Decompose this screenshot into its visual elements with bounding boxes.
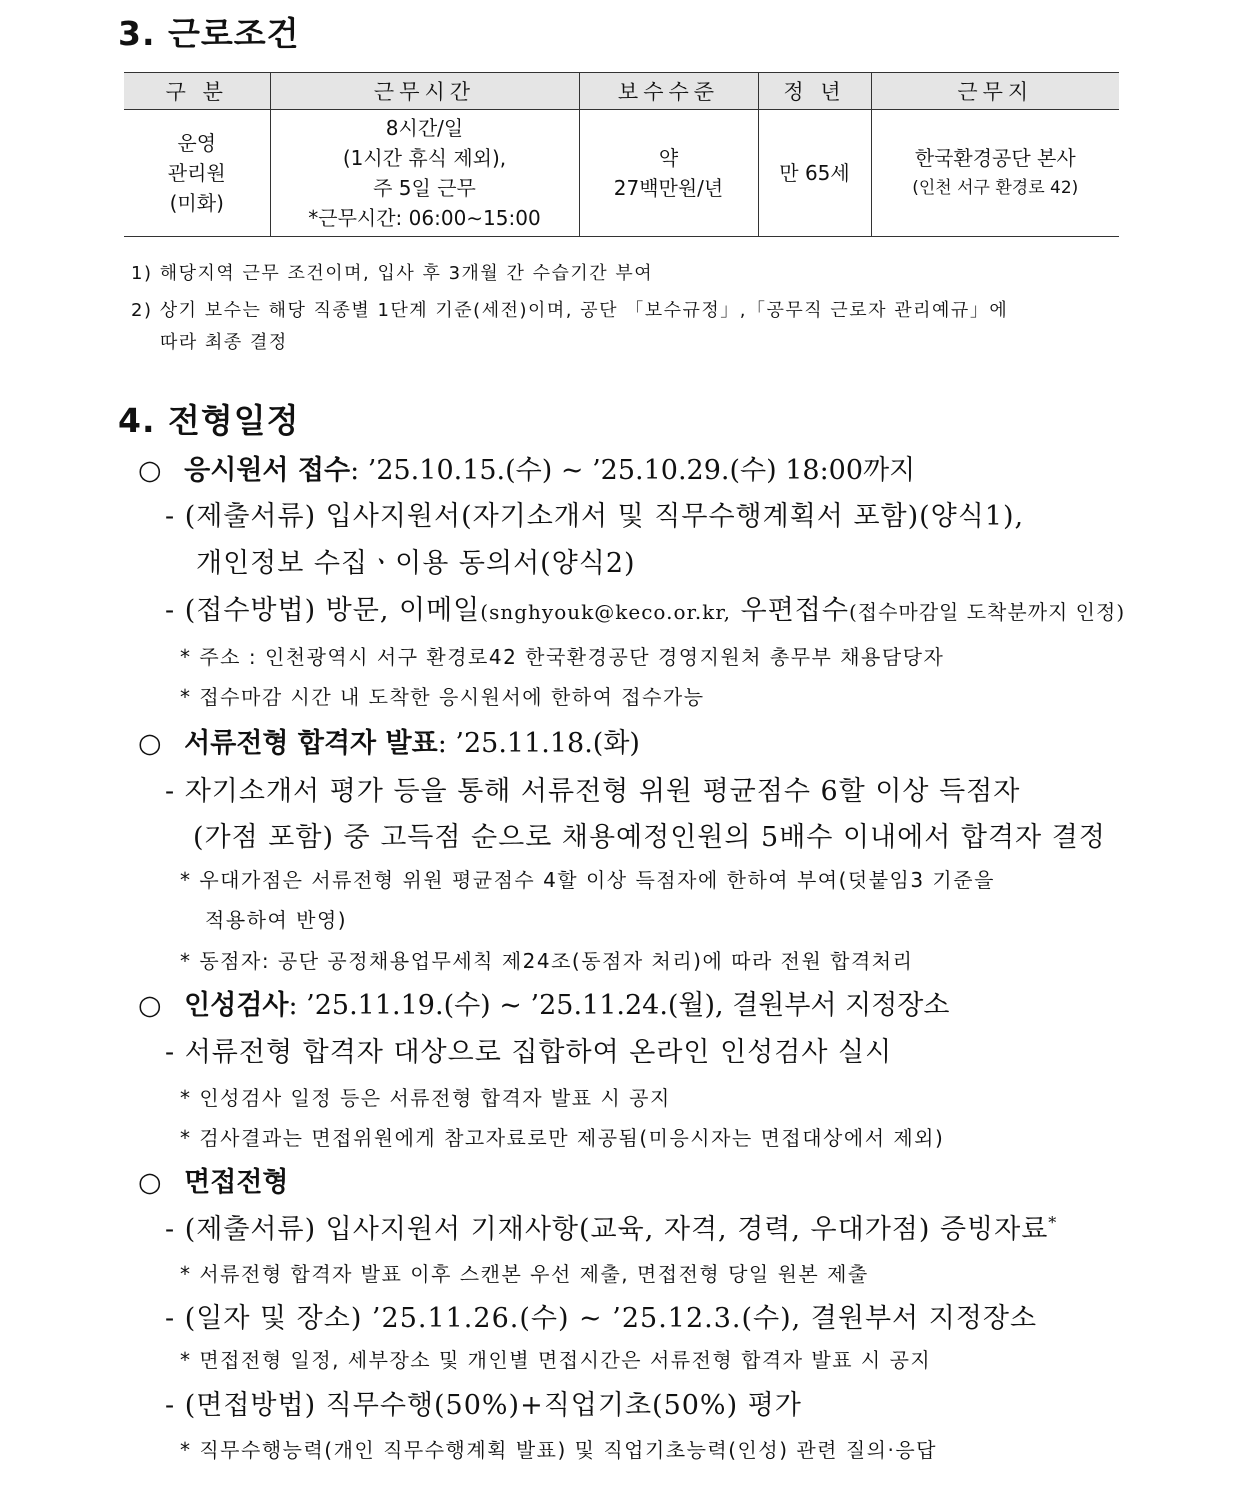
document-result-date: : ’25.11.18.(화) [437, 728, 640, 759]
personality-note-1: * 인성검사 일정 등은 서류전형 합격자 발표 시 공지 [180, 1086, 671, 1110]
section4-title: 4. 전형일정 [118, 401, 300, 440]
work-conditions-table [124, 72, 1119, 237]
header-retirement: 정 년 [758, 73, 871, 110]
note-2-cont: 따라 최종 결정 [160, 332, 288, 353]
deadline-note: * 접수마감 시간 내 도착한 응시원서에 한하여 접수가능 [180, 685, 705, 709]
interview-date-note: * 면접전형 일정, 세부장소 및 개인별 면접시간은 서류전형 합격자 발표 시 공지 [180, 1348, 932, 1372]
screening-line-2: (가점 포함) 중 고득점 순으로 채용예정인원의 5배수 이내에서 합격자 결정 [193, 822, 1106, 853]
cell-retirement: 만 65세 [758, 110, 871, 237]
docs-line-2: 개인정보 수집ㆍ이용 동의서(양식2) [196, 548, 636, 579]
cell-hours: 8시간/일 (1시간 휴식 제외), 주 5일 근무 *근무시간: 06:00∼15:00 [270, 110, 579, 237]
cell-workplace: 한국환경공단 본사 (인천 서구 환경로 42) [871, 110, 1119, 237]
circle-bullet-icon: ○ [138, 455, 162, 486]
circle-bullet-icon: ○ [138, 1167, 162, 1198]
personality-test-dates: : ’25.11.19.(수) ~ ’25.11.24.(월), 결원부서 지정장소 [288, 990, 950, 1021]
method-line: - (접수방법) 방문, 이메일(snghyouk@keco.or.kr, 우편접수(접수마감일 도착분까지 인정) [165, 595, 1126, 626]
personality-note-2: * 검사결과는 면접위원에게 참고자료로만 제공됨(미응시자는 면접대상에서 제외) [180, 1126, 945, 1150]
bullet-document-result [138, 721, 640, 760]
circle-bullet-icon: ○ [138, 990, 162, 1021]
header-pay: 보수수준 [579, 73, 758, 110]
interview-label: 면접전형 [184, 1167, 289, 1198]
tie-note: * 동점자: 공단 공정채용업무세칙 제24조(동점자 처리)에 따라 전원 합격처리 [180, 949, 914, 973]
interview-date-line: - (일자 및 장소) ’25.11.26.(수) ~ ’25.12.3.(수), 결원부서 지정장소 [165, 1303, 1038, 1334]
personality-test-label: 인성검사 [184, 990, 289, 1021]
application-dates: : ’25.10.15.(수) ~ ’25.10.29.(수) 18:00까지 [350, 455, 916, 486]
header-hours: 근무시간 [270, 73, 579, 110]
cell-role: 운영 관리원 (미화) [124, 110, 270, 237]
header-workplace: 근무지 [871, 73, 1119, 110]
bullet-application [138, 448, 915, 487]
application-label: 응시원서 접수 [184, 455, 351, 486]
interview-docs-note: * 서류전형 합격자 발표 이후 스캔본 우선 제출, 면접전형 당일 원본 제출 [180, 1262, 869, 1286]
cell-pay: 약 27백만원/년 [579, 110, 758, 237]
note-2: 2) 상기 보수는 해당 직종별 1단계 기준(세전)이며, 공단 「보수규정」,「공무직 근로자 관리예규」에 [131, 300, 1009, 321]
table-row [124, 110, 1119, 237]
table-header-row [124, 73, 1119, 110]
interview-method-line: - (면접방법) 직무수행(50%)+직업기초(50%) 평가 [165, 1390, 802, 1421]
personality-test-line: - 서류전형 합격자 대상으로 집합하여 온라인 인성검사 실시 [165, 1037, 893, 1068]
header-category: 구 분 [124, 73, 270, 110]
interview-docs-line: - (제출서류) 입사지원서 기재사항(교육, 자격, 경력, 우대가점) 증빙자료* [165, 1213, 1058, 1245]
section3-title: 3. 근로조건 [118, 14, 300, 53]
document-result-label: 서류전형 합격자 발표 [184, 728, 438, 759]
note-1: 1) 해당지역 근무 조건이며, 입사 후 3개월 간 수습기간 부여 [131, 263, 654, 284]
screening-line-1: - 자기소개서 평가 등을 통해 서류전형 위원 평균점수 6할 이상 득점자 [165, 776, 1021, 807]
bullet-personality-test [138, 983, 949, 1022]
circle-bullet-icon: ○ [138, 728, 162, 759]
bonus-note-1: * 우대가점은 서류전형 위원 평균점수 4할 이상 득점자에 한하여 부여(덧붙임3 기준을 [180, 868, 995, 892]
bonus-note-2: 적용하여 반영) [205, 908, 348, 932]
bullet-interview [138, 1160, 288, 1199]
address-note: * 주소 : 인천광역시 서구 환경로42 한국환경공단 경영지원처 총무부 채용담당자 [180, 645, 945, 669]
docs-line-1: - (제출서류) 입사지원서(자기소개서 및 직무수행계획서 포함)(양식1), [165, 501, 1025, 532]
email-address: (snghyouk@keco.or.kr, [480, 600, 732, 624]
interview-method-note: * 직무수행능력(개인 직무수행계획 발표) 및 직업기초능력(인성) 관련 질의·응답 [180, 1438, 937, 1462]
